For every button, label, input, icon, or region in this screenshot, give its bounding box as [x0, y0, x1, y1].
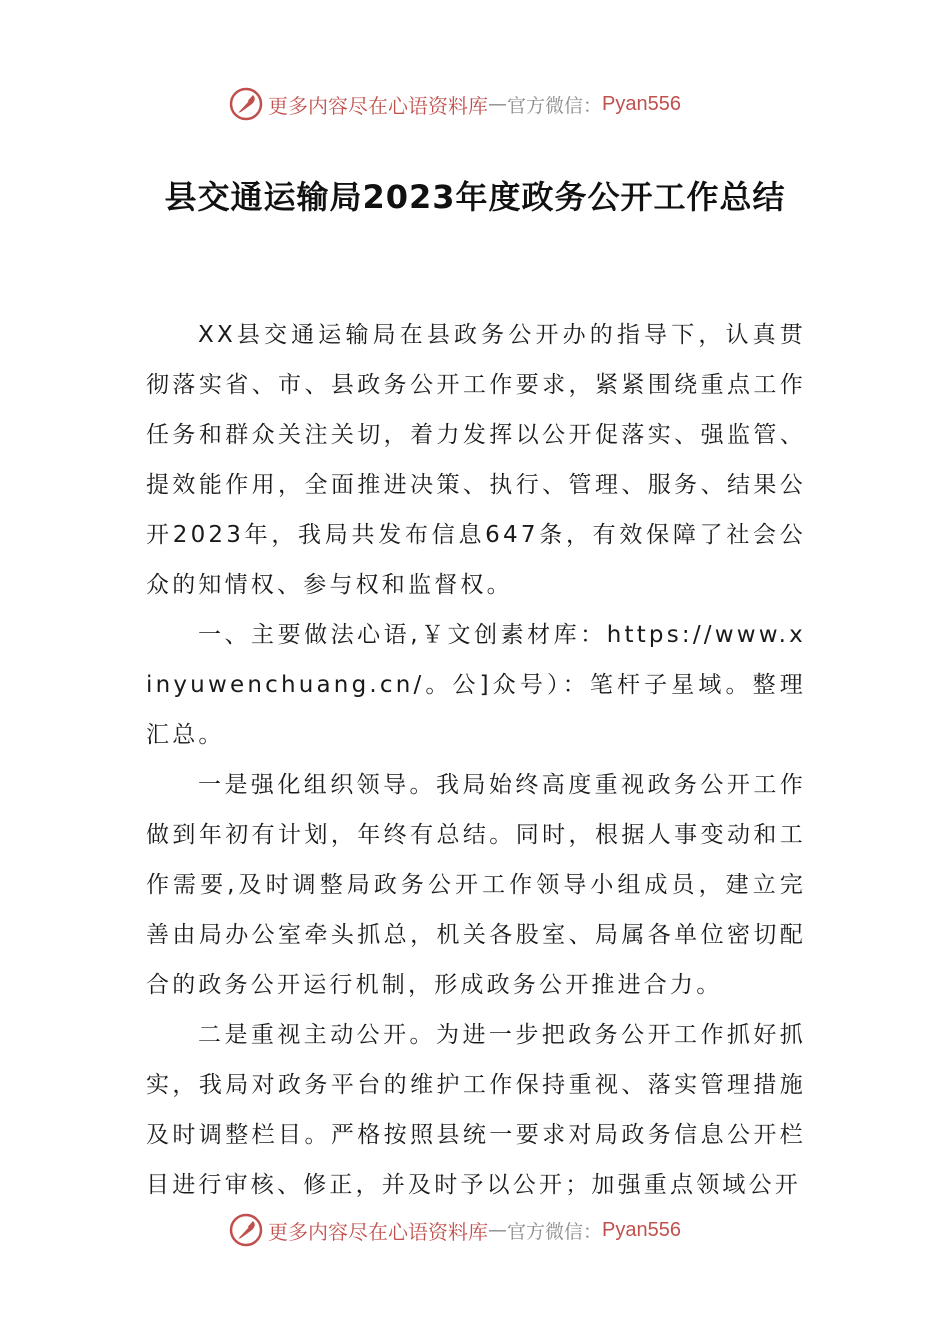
watermark-wechat-id: Pyan556 [602, 92, 681, 115]
paragraph-intro: XX县交通运输局在县政务公开办的指导下，认真贯彻落实省、市、县政务公开工作要求，紧紧围绕重点工作任务和群众关注关切，着力发挥以公开促落实、强监管、提效能作用，全面推进决策、执行、管理、服务、结果公开2023年，我局共发布信息647条，有效保障了社会公众的知情权、参与权和监督权。 [146, 322, 806, 598]
footer-watermark [228, 1210, 748, 1250]
quill-logo-icon [228, 86, 264, 122]
watermark-wechat-id: Pyan556 [602, 1218, 681, 1241]
watermark-label: 官方微信： [507, 94, 603, 117]
header-watermark [228, 84, 748, 124]
paragraph-organization: 一是强化组织领导。我局始终高度重视政务公开工作做到年初有计划，年终有总结。同时，根据人事变动和工作需要,及时调整局政务公开工作领导小组成员，建立完善由局办公室牵头抓总，机关各股室、局属各单位密切配合的政务公开运行机制，形成政务公开推进合力。 [146, 772, 806, 998]
document-title: 县交通运输局2023年度政务公开工作总结 [164, 178, 786, 216]
watermark-main-text: 更多内容尽在心语资料库 [268, 93, 488, 118]
paragraph-proactive-disclosure: 二是重视主动公开。为进一步把政务公开工作抓好抓实，我局对政务平台的维护工作保持重视、落实管理措施及时调整栏目。严格按照县统一要求对局政务信息公开栏目进行审核、修正，并及时予以公开；加强重点领域公开 [146, 1022, 806, 1198]
watermark-main-text: 更多内容尽在心语资料库 [268, 1219, 488, 1244]
paragraph-section-heading: 一、主要做法心语,￥文创素材库：https://www.xinyuwenchuang.cn/。公]众号）：笔杆子星域。整理汇总。 [146, 622, 806, 748]
watermark-dash: — [488, 1219, 507, 1241]
quill-logo-icon [228, 1212, 264, 1248]
watermark-label: 官方微信： [507, 1220, 603, 1243]
document-body [146, 310, 806, 1198]
watermark-dash: — [488, 93, 507, 115]
